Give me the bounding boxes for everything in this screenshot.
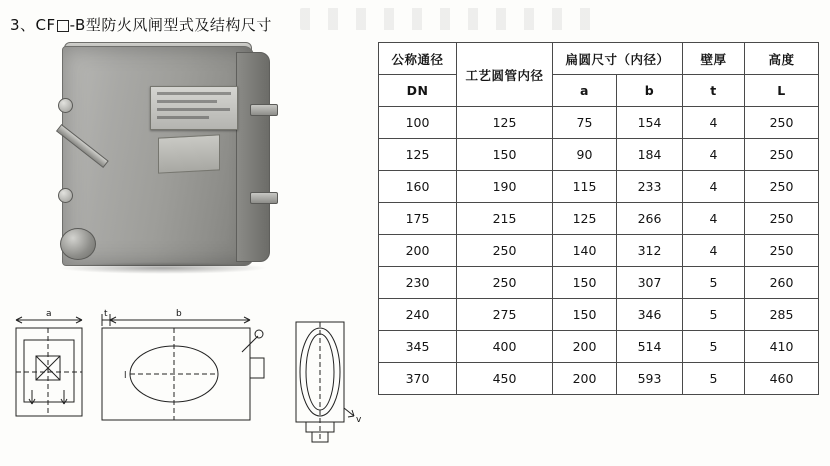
cell-b: 593 — [617, 363, 683, 395]
cell-l: 285 — [745, 299, 819, 331]
cell-a: 150 — [553, 299, 617, 331]
cell-l: 410 — [745, 331, 819, 363]
cell-inner: 275 — [457, 299, 553, 331]
photo-hinge-upper — [58, 98, 73, 113]
spec-table-wrapper — [378, 42, 818, 395]
cell-dn: 230 — [379, 267, 457, 299]
photo-counterweight — [60, 228, 96, 260]
page-title — [10, 14, 272, 35]
table-row — [379, 171, 819, 203]
cell-l: 250 — [745, 203, 819, 235]
cell-inner: 150 — [457, 139, 553, 171]
photo-nameplate — [150, 86, 238, 130]
cell-a: 90 — [553, 139, 617, 171]
header-dn-group: 公称通径 — [379, 43, 457, 75]
cell-inner: 450 — [457, 363, 553, 395]
cell-a: 75 — [553, 107, 617, 139]
table-header-row-1 — [379, 43, 819, 75]
photo-hinge-lower — [58, 188, 73, 203]
table-row — [379, 139, 819, 171]
cell-t: 4 — [683, 235, 745, 267]
cell-b: 312 — [617, 235, 683, 267]
drawing-label-v: v — [356, 415, 362, 425]
cell-b: 184 — [617, 139, 683, 171]
header-height: 高度 — [745, 43, 819, 75]
cell-inner: 125 — [457, 107, 553, 139]
header-a: a — [553, 75, 617, 107]
cell-a: 200 — [553, 363, 617, 395]
drawing-label-t: t — [104, 309, 108, 319]
header-b: b — [617, 75, 683, 107]
cell-l: 460 — [745, 363, 819, 395]
header-t: t — [683, 75, 745, 107]
cell-t: 5 — [683, 267, 745, 299]
drawing-label-a: a — [46, 309, 52, 319]
cell-inner: 190 — [457, 171, 553, 203]
spec-table — [378, 42, 819, 395]
scan-artifact — [300, 8, 600, 30]
cell-l: 250 — [745, 171, 819, 203]
cell-b: 266 — [617, 203, 683, 235]
cell-inner: 250 — [457, 267, 553, 299]
cell-t: 4 — [683, 107, 745, 139]
cell-dn: 160 — [379, 171, 457, 203]
page-title-suffix: -B型防火风闸型式及结构尺寸 — [69, 16, 272, 34]
cell-dn: 240 — [379, 299, 457, 331]
table-row — [379, 235, 819, 267]
cell-dn: 100 — [379, 107, 457, 139]
cell-a: 125 — [553, 203, 617, 235]
cell-inner: 215 — [457, 203, 553, 235]
cell-inner: 400 — [457, 331, 553, 363]
photo-bracket-upper — [250, 104, 278, 116]
cell-a: 140 — [553, 235, 617, 267]
table-row — [379, 299, 819, 331]
cell-a: 150 — [553, 267, 617, 299]
cell-t: 5 — [683, 331, 745, 363]
cell-l: 250 — [745, 107, 819, 139]
header-l: L — [745, 75, 819, 107]
cell-t: 5 — [683, 299, 745, 331]
photo-shadow — [58, 262, 268, 274]
header-inner-diameter: 工艺圆管内径 — [457, 43, 553, 107]
empty-square-glyph — [57, 20, 69, 32]
technical-drawings — [6, 300, 370, 460]
cell-b: 346 — [617, 299, 683, 331]
cell-t: 4 — [683, 203, 745, 235]
page-title-prefix: 3、CF — [10, 16, 56, 34]
cell-b: 154 — [617, 107, 683, 139]
header-dn: DN — [379, 75, 457, 107]
table-body — [379, 107, 819, 395]
cell-b: 307 — [617, 267, 683, 299]
cell-dn: 345 — [379, 331, 457, 363]
cell-dn: 370 — [379, 363, 457, 395]
cell-t: 5 — [683, 363, 745, 395]
cell-dn: 175 — [379, 203, 457, 235]
drawing-label-l: l — [124, 371, 127, 381]
cell-a: 115 — [553, 171, 617, 203]
cell-a: 200 — [553, 331, 617, 363]
cell-l: 250 — [745, 235, 819, 267]
table-row — [379, 267, 819, 299]
header-wall-thickness: 壁厚 — [683, 43, 745, 75]
drawing-label-b: b — [176, 309, 182, 319]
drawings-svg — [6, 300, 370, 460]
cell-t: 4 — [683, 139, 745, 171]
cell-l: 260 — [745, 267, 819, 299]
table-row — [379, 363, 819, 395]
header-oval-size-group: 扁圆尺寸（内径） — [553, 43, 683, 75]
cell-dn: 200 — [379, 235, 457, 267]
cell-inner: 250 — [457, 235, 553, 267]
table-row — [379, 203, 819, 235]
cell-dn: 125 — [379, 139, 457, 171]
photo-secondary-label — [158, 134, 220, 173]
cell-l: 250 — [745, 139, 819, 171]
table-row — [379, 107, 819, 139]
cell-t: 4 — [683, 171, 745, 203]
photo-bracket-lower — [250, 192, 278, 204]
product-photo — [40, 40, 300, 290]
cell-b: 514 — [617, 331, 683, 363]
photo-damper-side — [236, 52, 270, 262]
table-row — [379, 331, 819, 363]
cell-b: 233 — [617, 171, 683, 203]
table-header-row-2 — [379, 75, 819, 107]
